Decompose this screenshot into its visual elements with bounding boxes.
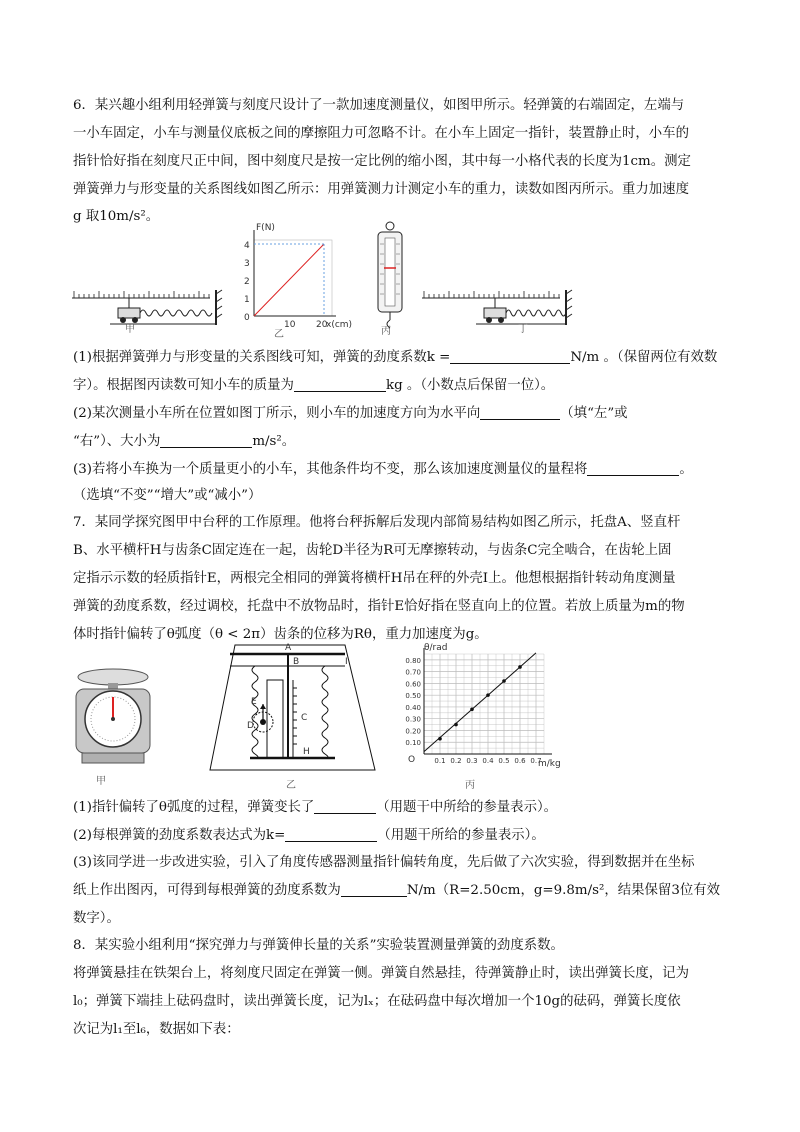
y-tick-label: 0.50	[405, 692, 421, 701]
data-point	[454, 723, 458, 727]
data-point	[438, 737, 442, 741]
q6-figure-bing-scale	[370, 220, 410, 330]
q6-sub1-line-b: 字）。根据图丙读数可知小车的质量为 kg 。（小数点后保留一位）。	[73, 372, 728, 400]
q7-figure-yi-structure	[205, 640, 380, 780]
x-tick-label: 0.7	[530, 757, 542, 765]
fx-line	[254, 244, 324, 316]
y-tick-label: 0.10	[405, 739, 421, 748]
label-I: I	[345, 657, 348, 667]
answer-blank-elongation[interactable]	[314, 797, 376, 814]
y-tick-label: 0.20	[405, 727, 421, 736]
q8-line-4: 次记为l₁至l₆，数据如下表：	[73, 1022, 240, 1037]
q7-sub3-line-a: (3)该同学进一步改进实验，引入了角度传感器测量指针偏转角度，先后做了六次实验，得到数据并在坐标	[73, 855, 695, 870]
label-D: D	[247, 721, 254, 731]
x-tick-label: 0.5	[498, 757, 510, 765]
q6-chart-yi	[236, 222, 353, 337]
label-A: A	[285, 643, 292, 653]
q6-figure-ding	[420, 280, 585, 340]
bing-origin: O	[408, 755, 416, 765]
q6-fig-yi-label: 乙	[274, 329, 284, 340]
data-point	[470, 707, 474, 711]
q7-line-2: B、水平横杆H与齿条C固定连在一起，齿轮D半径为R可无摩擦转动，与齿条C完全啮合，在齿轮上固	[73, 543, 672, 558]
q6-line-5: g 取10m/s²。	[73, 209, 160, 224]
q7-chart-bing	[390, 640, 570, 776]
y-tick-label: 0.60	[405, 680, 421, 689]
q6-sub2-line-b: “右”）、大小为 m/s²。	[73, 428, 728, 456]
label-H: H	[303, 747, 310, 757]
label-B: B	[293, 657, 300, 667]
q6-fig-jia-label: 甲	[125, 324, 135, 335]
data-point	[486, 693, 490, 697]
answer-blank-acceleration[interactable]	[160, 431, 252, 448]
answer-blank-k[interactable]	[450, 347, 570, 364]
q7-sub1: (1)指针偏转了θ弧度的过程，弹簧变长了 （用题干中所给的参量表示）。	[73, 794, 728, 822]
x-tick-label: 0.4	[482, 757, 494, 765]
q7-sub3-line-c: 数字）。	[73, 911, 120, 926]
answer-blank-range[interactable]	[587, 459, 679, 476]
yi-ytick-0: 0	[244, 313, 250, 323]
y-tick-label: 0.70	[405, 668, 421, 677]
bing-axis-x: m/kg	[538, 759, 561, 769]
y-tick-label: 0.80	[405, 656, 421, 665]
answer-blank-direction[interactable]	[480, 403, 560, 420]
yi-axis-x: x(cm)	[326, 320, 353, 330]
q7-fig-yi-label: 乙	[286, 780, 296, 791]
q6-sub2-line-a: (2)某次测量小车所在位置如图丁所示，则小车的加速度方向为水平向 （填“左”或	[73, 400, 728, 428]
q8-line-2: 将弹簧悬挂在铁架台上，将刻度尺固定在弹簧一侧。弹簧自然悬挂，待弹簧静止时，读出弹簧长度，记为	[73, 966, 689, 981]
q7-line-5: 体时指针偏转了θ弧度（θ < 2π）齿条的位移为Rθ，重力加速度为g。	[73, 627, 488, 642]
q7-fig-bing-label: 丙	[465, 780, 475, 791]
q7-line-1: 7．某同学探究图甲中台秤的工作原理。他将台秤拆解后发现内部简易结构如图乙所示，托盘A、竖直杆	[73, 515, 681, 530]
q6-figure-jia	[70, 280, 235, 340]
y-tick-label: 0.30	[405, 715, 421, 724]
q6-line-3: 指针恰好指在刻度尺正中间，图中刻度尺是按一定比例的缩小图，其中每一小格代表的长度为1cm。测定	[73, 154, 691, 169]
yi-ytick-2: 2	[244, 277, 250, 287]
q7-line-3: 定指示示数的轻质指针E，两根完全相同的弹簧将横杆H吊在秤的外壳I上。他想根据指针转动角度测量	[73, 571, 676, 586]
q6-line-4: 弹簧弹力与形变量的关系图线如图乙所示：用弹簧测力计测定小车的重力，读数如图丙所示。重力加速度	[73, 182, 689, 197]
answer-blank-mass[interactable]	[294, 375, 386, 392]
answer-blank-k-expression[interactable]	[285, 825, 377, 842]
q6-sub3-line-a: (3)若将小车换为一个质量更小的小车，其他条件均不变，那么该加速度测量仪的量程将 。	[73, 456, 728, 484]
q6-line-1: 6．某兴趣小组利用轻弹簧与刻度尺设计了一款加速度测量仪，如图甲所示。轻弹簧的右端固定，左端与	[73, 98, 685, 113]
yi-ytick-3: 3	[244, 259, 250, 269]
yi-ytick-1: 1	[244, 295, 250, 305]
q7-sub3-line-b: 纸上作出图丙，可得到每根弹簧的劲度系数为 N/m（R=2.50cm，g=9.8m/s²，结果保留3位有效	[73, 877, 728, 905]
q6-line-2: 一小车固定，小车与测量仪底板之间的摩擦阻力可忽略不计。在小车上固定一指针，装置静止时，小车的	[73, 126, 689, 141]
x-tick-label: 0.6	[514, 757, 526, 765]
yi-ytick-4: 4	[244, 241, 250, 251]
q6-sub1-line-a: (1)根据弹簧弹力与形变量的关系图线可知，弹簧的劲度系数k = N/m 。（保留两位有效数	[73, 344, 728, 372]
label-E: E	[251, 697, 257, 707]
y-tick-label: 0.40	[405, 703, 421, 712]
bing-axis-y: θ/rad	[424, 643, 448, 653]
q7-figure-jia-scale	[68, 665, 158, 770]
q6-sub3-line-b: （选填“不变”“增大”或“减小”）	[73, 488, 262, 503]
x-tick-label: 0.3	[466, 757, 478, 765]
x-tick-label: 0.2	[450, 757, 462, 765]
label-C: C	[301, 713, 308, 723]
data-point	[518, 665, 522, 669]
q6-fig-bing-label: 丙	[381, 326, 391, 337]
q8-line-1: 8．某实验小组利用“探究弹力与弹簧伸长量的关系”实验装置测量弹簧的劲度系数。	[73, 938, 564, 953]
q8-line-3: l₀；弹簧下端挂上砝码盘时，读出弹簧长度，记为lₓ；在砝码盘中每次增加一个10g的砝码，弹簧长度依	[73, 994, 681, 1009]
yi-xtick-10: 10	[284, 320, 296, 330]
data-point	[502, 679, 506, 683]
answer-blank-k-value[interactable]	[341, 880, 407, 897]
x-tick-label: 0.1	[434, 757, 446, 765]
q7-line-4: 弹簧的劲度系数，经过调校，托盘中不放物品时，指针E恰好指在竖直向上的位置。若放上质量为m的物	[73, 599, 685, 614]
yi-axis-y: F(N)	[256, 223, 275, 233]
q6-fig-ding-label: 丁	[518, 324, 528, 335]
yi-xtick-20: 20	[316, 320, 328, 330]
q7-fig-jia-label: 甲	[96, 776, 106, 787]
q7-sub2: (2)每根弹簧的劲度系数表达式为k= （用题干所给的参量表示）。	[73, 822, 728, 850]
